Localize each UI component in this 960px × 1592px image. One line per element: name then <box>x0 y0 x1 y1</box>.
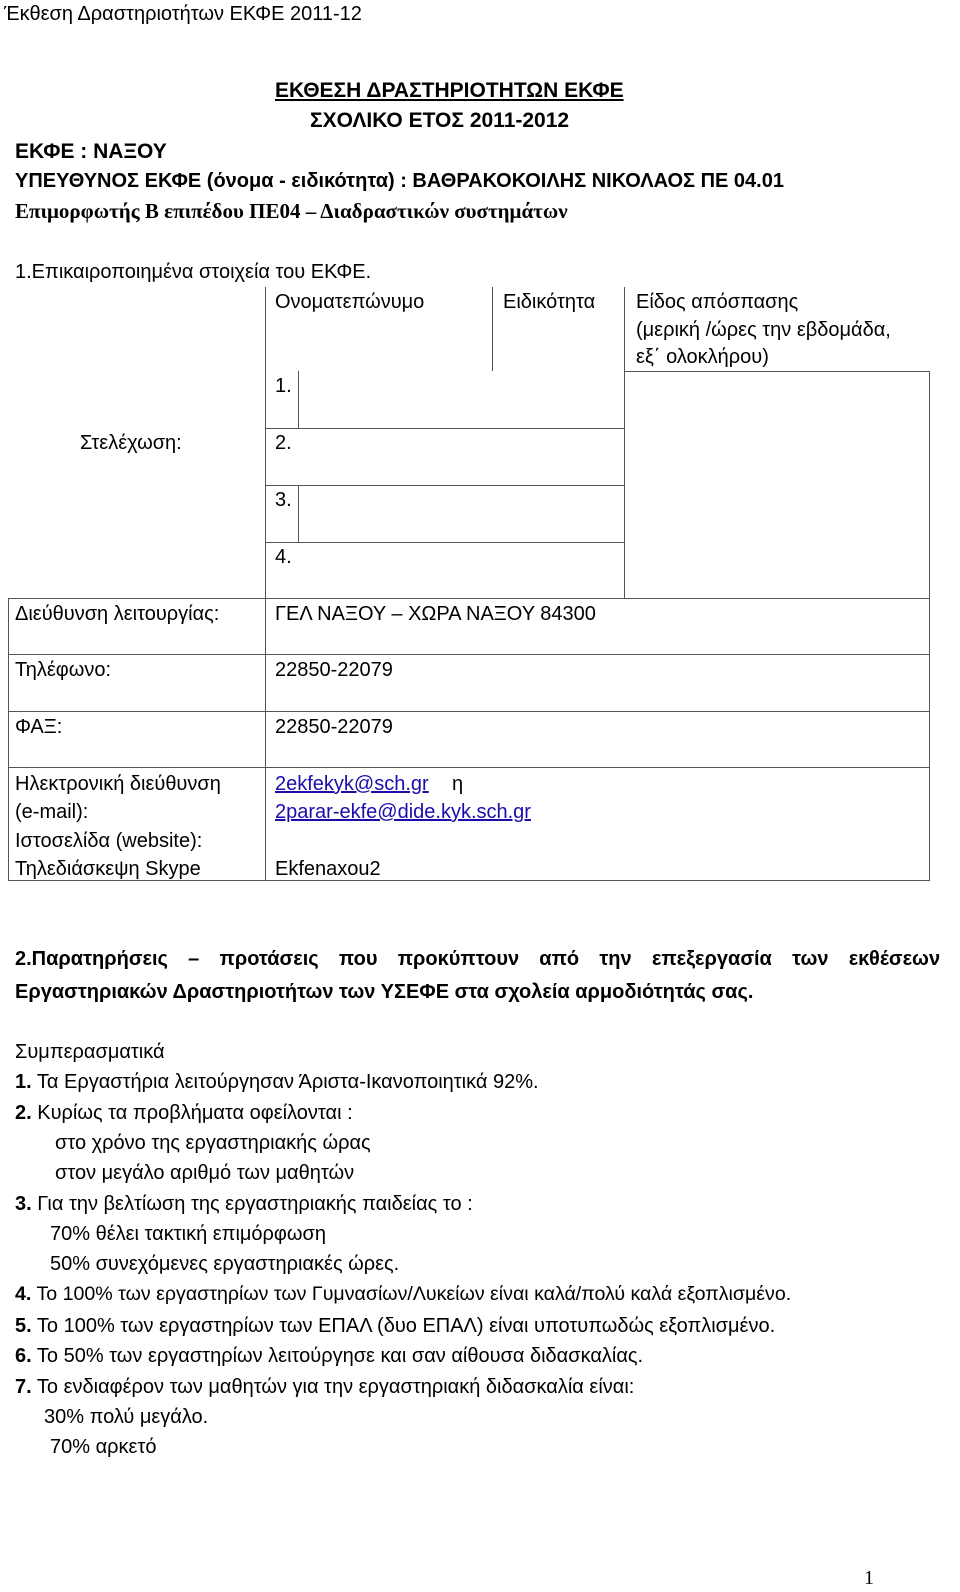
conclusion-subitem: 70% θέλει τακτική επιμόρφωση <box>50 1223 326 1245</box>
table-divider <box>298 485 299 542</box>
item-number: 7. <box>15 1376 32 1398</box>
item-number: 1. <box>15 1071 32 1093</box>
fax-label: ΦΑΞ: <box>15 716 63 738</box>
col-header-secondment-detail2: εξ΄ ολοκλήρου) <box>636 346 769 368</box>
table-divider <box>298 371 299 428</box>
conclusion-item <box>15 1194 473 1214</box>
conclusion-subitem: 50% συνεχόμενες εργαστηριακές ώρες. <box>50 1253 400 1275</box>
col-header-specialty: Ειδικότητα <box>503 291 596 313</box>
email-label: Ηλεκτρονική διεύθυνση <box>15 773 221 795</box>
website-label: Ιστοσελίδα (website): <box>15 830 203 852</box>
email-link-1[interactable]: 2ekfekyk@sch.gr <box>275 773 429 795</box>
item-text: Για την βελτίωση της εργαστηριακής παιδείας το : <box>37 1193 473 1215</box>
item-number: 3. <box>15 1193 32 1215</box>
email-or: η <box>452 773 464 795</box>
table-divider <box>265 287 266 598</box>
col-header-secondment: Είδος απόσπασης <box>636 291 799 313</box>
responsible-person: ΥΠΕΥΘΥΝΟΣ ΕΚΦΕ (όνομα - ειδικότητα) : ΒΑΘΡΑΚΟΚΟΙΛΗΣ ΝΙΚΟΛΑΟΣ ΠΕ 04.01 <box>15 170 784 192</box>
table-divider <box>265 598 266 881</box>
conclusion-subitem: στον μεγάλο αριθμό των μαθητών <box>55 1162 355 1184</box>
conclusion-subitem: 70% αρκετό <box>50 1436 157 1458</box>
staffing-label: Στελέχωση: <box>80 432 182 454</box>
section1-heading: 1.Επικαιροποιημένα στοιχεία του ΕΚΦΕ. <box>15 261 372 283</box>
item-text: Το 50% των εργαστηρίων λειτούργησε και σαν αίθουσα διδασκαλίας. <box>36 1345 644 1367</box>
summary-label: Συμπερασματικά <box>15 1041 165 1063</box>
table-divider <box>624 371 930 372</box>
staff-row-3-number: 3. <box>275 489 292 511</box>
item-number: 2. <box>15 1102 32 1124</box>
heading-word: προτάσεις <box>219 948 319 970</box>
conclusion-item <box>15 1377 634 1397</box>
heading-word: εκθέσεων <box>848 948 941 970</box>
heading-word: προκύπτουν <box>397 948 520 970</box>
conclusion-subitem: στο χρόνο της εργαστηριακής ώρας <box>55 1132 371 1154</box>
school-year-title: ΣΧΟΛΙΚΟ ΕΤΟΣ 2011-2012 <box>310 109 570 132</box>
phone-value: 22850-22079 <box>275 659 393 681</box>
skype-label: Τηλεδιάσκεψη Skype <box>15 858 201 880</box>
fax-value: 22850-22079 <box>275 716 393 738</box>
phone-label: Τηλέφωνο: <box>15 659 112 681</box>
page-number: 1 <box>864 1567 874 1589</box>
staff-row-2-number: 2. <box>275 432 292 454</box>
heading-word: από <box>539 948 580 970</box>
table-divider <box>8 767 930 768</box>
table-divider <box>8 880 930 881</box>
item-text: Το ενδιαφέρον των μαθητών για την εργαστηριακή διδασκαλία είναι: <box>36 1376 635 1398</box>
conclusion-item <box>15 1103 353 1123</box>
table-divider <box>8 598 9 881</box>
heading-word: που <box>338 948 378 970</box>
table-divider <box>624 287 625 598</box>
table-divider <box>265 542 625 543</box>
table-divider <box>929 598 930 881</box>
item-text: Το 100% των εργαστηρίων των ΕΠΑΛ (δυο ΕΠΑΛ) είναι υποτυπωδώς εξοπλισμένο. <box>36 1315 776 1337</box>
item-text: Κυρίως τα προβλήματα οφείλονται : <box>37 1102 353 1124</box>
conclusion-item <box>15 1285 791 1305</box>
conclusion-subitem: 30% πολύ μεγάλο. <box>44 1406 209 1428</box>
item-text: Τα Εργαστήρια λειτούργησαν Άριστα-Ικανοποιητικά 92%. <box>36 1071 539 1093</box>
address-value: ΓΕΛ ΝΑΞΟΥ – ΧΩΡΑ ΝΑΞΟΥ 84300 <box>275 603 596 625</box>
item-text: Το 100% των εργαστηρίων των Γυμνασίων/Λυκείων είναι καλά/πολύ καλά εξοπλισμένο. <box>36 1283 792 1305</box>
table-divider <box>265 485 625 486</box>
item-number: 5. <box>15 1315 32 1337</box>
skype-value: Ekfenaxou2 <box>275 858 381 880</box>
report-title: ΕΚΘΕΣΗ ΔΡΑΣΤΗΡΙΟΤΗΤΩΝ ΕΚΦΕ <box>275 79 624 102</box>
address-label: Διεύθυνση λειτουργίας: <box>15 603 220 625</box>
item-number: 6. <box>15 1345 32 1367</box>
trainer-line: Επιμορφωτής Β επιπέδου ΠΕ04 – Διαδραστικών συστημάτων <box>15 199 568 223</box>
table-divider <box>265 428 625 429</box>
heading-word: την <box>599 948 632 970</box>
table-divider <box>8 654 930 655</box>
col-header-name: Ονοματεπώνυμο <box>275 291 425 313</box>
heading-word: – <box>188 948 200 970</box>
table-divider <box>929 371 930 598</box>
staff-row-4-number: 4. <box>275 546 292 568</box>
conclusion-item <box>15 1072 539 1092</box>
col-header-secondment-detail: (μερική /ώρες την εβδομάδα, <box>636 319 891 341</box>
item-number: 4. <box>15 1283 32 1305</box>
table-divider <box>8 711 930 712</box>
heading-word: 2.Παρατηρήσεις <box>15 948 168 970</box>
table-divider <box>492 287 493 371</box>
email-label-suffix: (e-mail): <box>15 801 89 823</box>
staff-row-1-number: 1. <box>275 375 292 397</box>
table-divider <box>8 598 930 599</box>
section2-heading <box>15 949 940 969</box>
ekfe-name: ΕΚΦΕ : ΝΑΞΟΥ <box>15 140 167 163</box>
running-header: Έκθεση Δραστηριοτήτων ΕΚΦΕ 2011-12 <box>4 3 362 25</box>
email-link-2[interactable]: 2parar-ekfe@dide.kyk.sch.gr <box>275 801 531 823</box>
heading-word: επεξεργασία <box>651 948 772 970</box>
heading-word: των <box>792 948 829 970</box>
conclusion-item <box>15 1316 775 1336</box>
conclusion-item <box>15 1346 643 1366</box>
section2-heading-line2: Εργαστηριακών Δραστηριοτήτων των ΥΣΕΦΕ στα σχολεία αρμοδιότητάς σας. <box>15 981 754 1003</box>
